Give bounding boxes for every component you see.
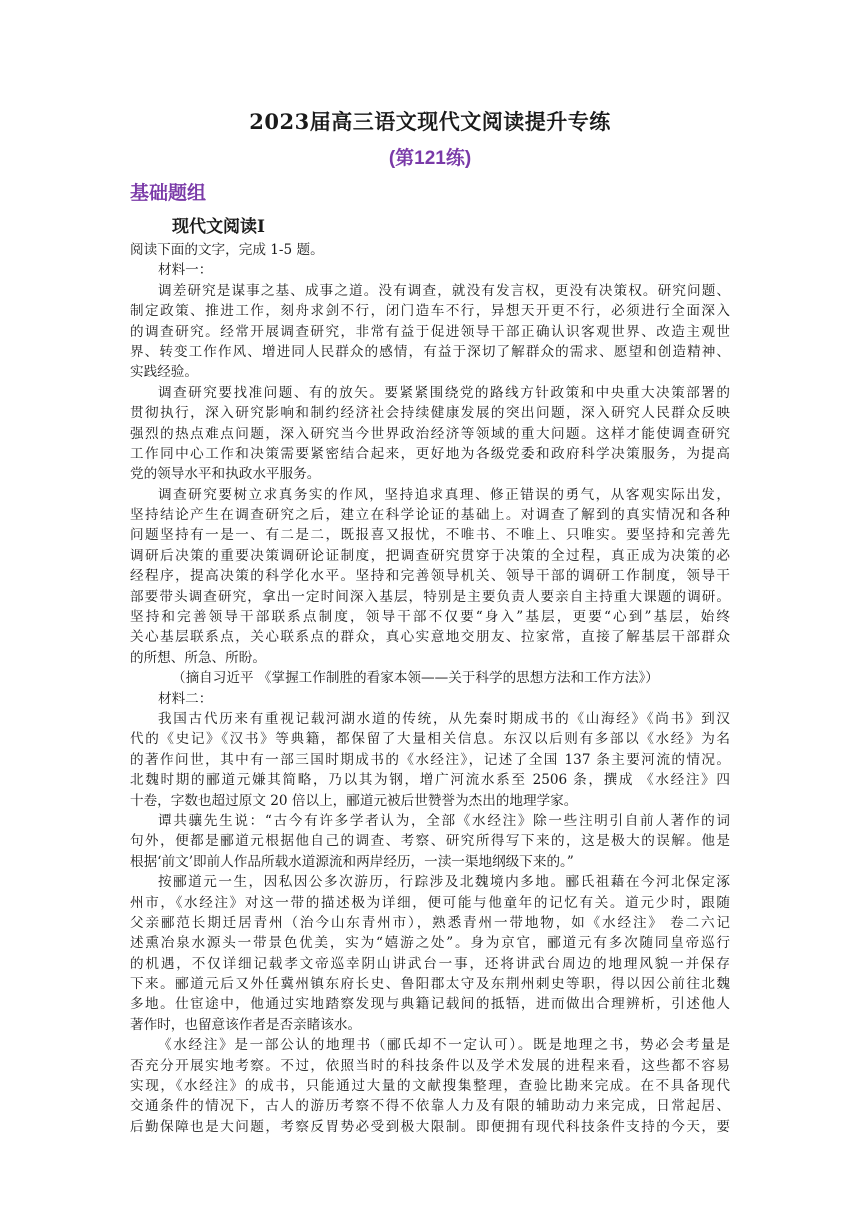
text-line: 十卷，字数也超过原文 20 倍以上，郦道元被后世赞誉为杰出的地理学家。 — [130, 792, 578, 809]
text-line: 的机遇，不仅详细记载孝文帝巡幸阴山讲武台一事，还将讲武台周边的地理风貌一并保存 — [130, 955, 730, 972]
text-line: 谭共骧先生说：“古今有许多学者认为，全部《水经注》除一些注明引自前人著作的词 — [158, 812, 730, 829]
text-line: 的所想、所急、所盼。 — [130, 649, 266, 666]
text-line: 工作同中心工作和决策需要紧密结合起来，更好地为各级党委和政府科学决策服务，为提高 — [130, 445, 730, 462]
subsection-heading: 现代文阅读Ⅰ — [172, 217, 265, 237]
text-line: 多地。仕宦途中，他通过实地踏察发现与典籍记载间的抵牾，进而做出合理辨析，引述他人 — [130, 996, 730, 1013]
text-line: 交通条件的情况下，古人的游历考察不得不依靠人力及有限的辅助动力来完成，日常起居、 — [130, 1098, 730, 1115]
text-line: 否充分开展实地考察。不过，依照当时的科技条件以及学术发展的进程来看，这些都不容易 — [130, 1057, 730, 1074]
text-line: 坚持结论产生在调查研究之后，建立在科学论证的基础上。对调查了解到的真实情况和各种 — [130, 507, 730, 524]
material-label: 材料二： — [158, 690, 213, 707]
text-line: 实践经验。 — [130, 364, 198, 381]
text-line: 关心基层联系点，关心联系点的群众，真心实意地交朋友、拉家常，直接了解基层干部群众 — [130, 629, 730, 646]
text-line: 党的领导水平和执政水平服务。 — [130, 466, 321, 483]
page-title: 2023届高三语文现代文阅读提升专练 — [249, 109, 611, 134]
text-line: 调研后决策的重要决策调研论证制度，把调查研究贯穿于决策的全过程，真正成为决策的必 — [130, 547, 730, 564]
text-line: 调差研究是谋事之基、成事之道。没有调查，就没有发言权，更没有决策权。研究问题、 — [158, 282, 730, 299]
section-heading: 基础题组 — [130, 183, 207, 204]
text-line: 代的《史记》《汉书》等典籍，都保留了大量相关信息。东汉以后则有多部以《水经》为名 — [130, 731, 730, 748]
text-line: 著作时，也留意该作者是否亲睹该水。 — [130, 1016, 362, 1033]
text-line: 的著作问世，其中有一部三国时期成书的《水经注》，记述了全国 137 条主要河流的情况。 — [130, 751, 730, 768]
text-line: 《水经注》是一部公认的地理书（郦氏却不一定认可）。既是地理之书，势必会考量是 — [158, 1037, 730, 1054]
text-line: 按郦道元一生，因私因公多次游历，行踪涉及北魏境内多地。郦氏祖藉在今河北保定涿 — [158, 874, 730, 891]
text-line: 述熏冶泉水源头一带景色优美，实为“嬉游之处”。身为京官，郦道元有多次随同皇帝巡行 — [130, 935, 730, 952]
text-line: 经程序，提高决策的科学化水平。坚持和完善领导机关、领导干部的调研工作制度，领导干 — [130, 568, 730, 585]
source-citation: （摘自习近平 《掌握工作制胜的看家本领——关于科学的思想方法和工作方法》） — [172, 670, 659, 687]
text-line: 父亲郦范长期迁居青州（治今山东青州市），熟悉青州一带地物，如《水经注》 卷二六记 — [130, 914, 730, 931]
material-label: 材料一： — [158, 262, 213, 279]
text-line: 的调查研究。经常开展调查研究，非常有益于促进领导干部正确认识客观世界、改造主观世 — [130, 323, 730, 340]
text-line: 部要带头调查研究，拿出一定时间深入基层，特别是主要负责人要亲自主持重大课题的调研。 — [130, 588, 730, 605]
text-line: 制定政策、推进工作，刻舟求剑不行，闭门造车不行，异想天开更不行，必须进行全面深入 — [130, 303, 730, 320]
text-line: 界、转变工作作风、增进同人民群众的感情，有益于深切了解群众的需求、愿望和创造精神、 — [130, 343, 730, 360]
text-line: 强烈的热点难点问题，深入研究当今世界政治经济等领域的重大问题。这样才能使调查研究 — [130, 425, 730, 442]
text-line: 州市，《水经注》对这一带的描述极为详细，便可能与他童年的记忆有关。道元少时，跟随 — [130, 894, 730, 911]
text-line: 后勤保障也是大问题，考察反胃势必受到极大限制。即便拥有现代科技条件支持的今天，要 — [130, 1118, 730, 1135]
text-line: 北魏时期的郦道元嫌其简略，乃以其为钢，增广河流水系至 2506 条，撰成 《水经注》四 — [130, 772, 730, 789]
text-line: 实现，《水经注》的成书，只能通过大量的文献搜集整理，查验比勘来完成。在不具备现代 — [130, 1078, 730, 1095]
text-line: 根据‘前文’即前人作品所载水道源流和两岸经历，一渎一渠地纲级下来的。” — [130, 853, 574, 870]
instruction-line: 阅读下面的文字，完成 1-5 题。 — [130, 242, 324, 258]
text-line: 下来。郦道元后又外任冀州镇东府长史、鲁阳郡太守及东荆州刺史等职，得以因公前往北魏 — [130, 976, 730, 993]
passage-body — [130, 240, 730, 1137]
text-line: 问题坚持有一是一、有二是二，既报喜又报忧，不唯书、不唯上、只唯实。要坚持和完善先 — [130, 527, 730, 544]
text-line: 贯彻执行，深入研究影响和制约经济社会持续健康发展的突出问题，深入研究人民群众反映 — [130, 405, 730, 422]
text-line: 调查研究要找准问题、有的放矢。要紧紧围绕党的路线方针政策和中央重大决策部署的 — [158, 384, 730, 401]
practice-number: (第121练) — [388, 148, 472, 169]
text-line: 坚持和完善领导干部联系点制度，领导干部不仅要“身入”基层，更要“心到”基层，始终 — [130, 609, 730, 626]
text-line: 我国古代历来有重视记载河湖水道的传统，从先秦时期成书的《山海经》《尚书》到汉 — [158, 710, 730, 727]
text-line: 句外，便都是郦道元根据他自己的调查、考察、研究所得写下来的，这是极大的误解。他是 — [130, 833, 730, 850]
text-line: 调查研究要树立求真务实的作风，坚持追求真理、修正错误的勇气，从客观实际出发， — [158, 486, 730, 503]
